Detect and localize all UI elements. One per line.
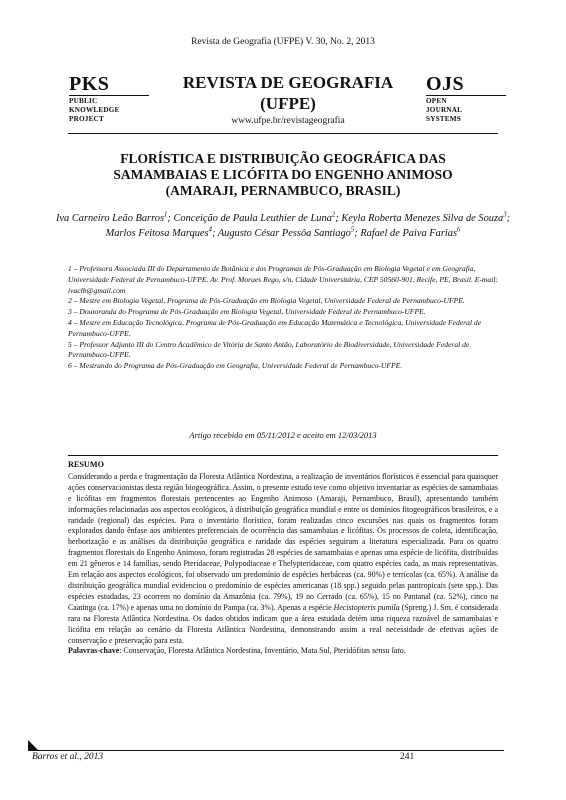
footer-citation: Barros et al., 2013 xyxy=(32,752,104,762)
author-name: Marlos Feitosa Marques xyxy=(105,228,209,239)
pks-logo-line: PUBLIC xyxy=(69,97,98,105)
keywords xyxy=(68,646,498,657)
header-rule xyxy=(68,133,498,134)
author-name: Rafael de Paiva Farias xyxy=(360,228,457,239)
article-title-line: FLORÍSTICA E DISTRIBUIÇÃO GEOGRÁFICA DAS xyxy=(120,151,446,166)
running-header: Revista de Geografia (UFPE) V. 30, No. 2, 2013 xyxy=(191,37,375,47)
author-affiliation-mark: 4 xyxy=(208,226,212,234)
abstract xyxy=(68,460,498,657)
author-affiliation-mark: 3 xyxy=(503,211,507,219)
author-separator: ; xyxy=(354,228,361,239)
footer-rule xyxy=(26,738,506,752)
received-date: Artigo recebido em 05/11/2012 e aceito em 12/03/2013 xyxy=(189,430,377,440)
article-title-line: SAMAMBAIAS E LICÓFITA DO ENGENHO ANIMOSO xyxy=(113,167,453,182)
journal-title-line: (UFPE) xyxy=(260,94,316,113)
author-name: Keyla Roberta Menezes Silva de Souza xyxy=(341,213,504,224)
keywords-label: Palavras-chave xyxy=(68,646,120,656)
author-affiliation-mark: 1 xyxy=(164,211,168,219)
affiliation-item: 4 – Mestre em Educação Tecnológica, Programa de Pós-Graduação em Educação Matemática e Tecnológica, Universidade Federal de Pernambuco-UFPE. xyxy=(68,317,482,338)
author-separator: ; xyxy=(335,213,342,224)
author-separator: ; xyxy=(167,213,174,224)
ojs-logo xyxy=(426,74,506,124)
species-name: Hecistopteris pumila xyxy=(333,602,400,612)
ojs-logo-line: SYSTEMS xyxy=(426,115,461,123)
author-name: Conceição de Paula Leuthier de Luna xyxy=(173,213,332,224)
author-name: Iva Carneiro Leão Barros xyxy=(55,213,164,224)
journal-url[interactable]: www.ufpe.br/revistageografia xyxy=(231,116,345,126)
keywords-text: : Conservação, Floresta Atlântica Nordestina, Inventário, Mata Sul, Pteridófitas xyxy=(119,646,370,656)
pks-logo-line: PROJECT xyxy=(69,115,104,123)
pks-logo-line: KNOWLEDGE xyxy=(69,106,120,114)
ojs-logo-line: OPEN xyxy=(426,97,447,105)
article-title-line: (AMARAJI, PERNAMBUCO, BRASIL) xyxy=(165,183,401,198)
abstract-top-rule xyxy=(68,455,498,456)
author-name: Augusto César Pessôa Santiago xyxy=(217,228,351,239)
ojs-logo-title: OJS xyxy=(426,73,465,95)
affiliation-item: 3 – Doutoranda do Programa de Pós-Graduação em Biologia Vegetal, Universidade Federal de Pernambuco-UFPE. xyxy=(68,307,426,317)
pks-logo xyxy=(69,74,149,124)
author-separator: ; xyxy=(506,213,511,224)
abstract-body xyxy=(68,472,498,647)
ojs-logo-line: JOURNAL xyxy=(426,106,463,114)
abstract-text: Considerando a perda e fragmentação da Floresta Atlântica Nordestina, a realização de inventários florísticos é essencial para quaisquer ações conservacionistas desta região biogeográfica. Assim, o presente estudo teve como objetivo inventariar as espécies de samambaias e licófitas em fragmentos florestais pertencentes ao Engenho Animoso (Amaraji, Pernambuco, Brasil), apresentando também informações relacionadas aos aspectos ecológicos, à distribuição geográfica mundial e entre os domínios fitogeográficos brasileiros, e a raridade (regional) das espécies. Para o inventário florístico, foram realizadas cinco excursões nas quais os fragmentos foram explorados dando ênfase aos ambientes preferenciais de ocorrência das samambaias e licófitas. Os processos de coleta, identificação, herborização e as análises da distribuição geográfica e raridade das espécies seguiram a literatura especializada. Para os quatro fragmentos florestais do Engenho Animoso, foram registradas 28 espécies de samambaias e apenas uma espécie de licófita, distribuídas em 21 gêneros e 14 famílias, sendo Pteridaceae, Polypodiaceae e Thelypteridaceae, com quatro espécies cada, as mais representativas. Em relação aos aspectos ecológicos, foi observado um predomínio de espécies herbáceas (ca. 90%) e terrícolas (ca. 65%). A análise da distribuição geográfica mundial evidenciou o predomínio de espécies americanas (18 spp.) seguido pelas pantropicais (sete spp.). Das espécies estudadas, 23 ocorrem no domínio da Amazônia (ca. 79%), 19 no Cerrado (ca. 65%), 15 no Pantanal (ca. 52%), cinco na Caatinga (ca. 17%) e apenas uma no domínio do Pampa (ca. 3%). Apenas a espécie xyxy=(68,471,498,612)
affiliation-item: 5 – Professor Adjunto III do Centro Acadêmico de Vitória de Santo Antão, Laboratório de Biodiversidade, Universidade Federal de Pernambuco-UFPE. xyxy=(68,339,470,360)
author-list xyxy=(55,211,511,241)
journal-title xyxy=(150,72,426,114)
keywords-italic: sensu lato xyxy=(371,646,404,656)
author-affiliation-mark: 2 xyxy=(331,211,336,219)
author-affiliation-mark: 5 xyxy=(350,226,355,234)
affiliation-item: 6 – Mestrando do Programa de Pós-Graduação em Geografia, Universidade Federal de Pernambuco-UFPE. xyxy=(68,361,403,371)
page-number: 241 xyxy=(400,752,415,762)
author-separator: ; xyxy=(211,228,218,239)
keywords-end: . xyxy=(403,646,406,656)
affiliation-item: 1 – Professora Associada III do Departamento de Botânica e dos Programas de Pós-Graduação em Biologia Vegetal e em Geografia, Universidade Federal de Pernambuco-UFPE. Av. Prof. Moraes Rego, s/n, Cidade Universitária, CEP 50560-901, Recife, PE, Brasil. E-mail: ivaclb@gmail.com xyxy=(68,264,498,295)
journal-title-line: REVISTA DE GEOGRAFIA xyxy=(182,73,394,92)
affiliations xyxy=(68,264,498,372)
pks-logo-title: PKS xyxy=(69,73,110,95)
author-affiliation-mark: 6 xyxy=(456,226,461,234)
affiliation-item: 2 – Mestre em Biologia Vegetal, Programa de Pós-Graduação em Biologia Vegetal, Universidade Federal de Pernambuco-UFPE. xyxy=(68,296,465,306)
abstract-text-continued: (Spreng.) J. Sm. é considerada rara na Floresta Atlântica Nordestina. Os dados obtidos indicam que a área estudada detém uma riqueza razoável de samambaias e licófita em relação ao cenário da Floresta Atlântica Nordestina, demonstrando assim a real necessidade de efetivas ações de conservação e preservação para esta. xyxy=(68,602,499,645)
abstract-heading: RESUMO xyxy=(68,460,104,469)
article-title xyxy=(60,151,506,199)
